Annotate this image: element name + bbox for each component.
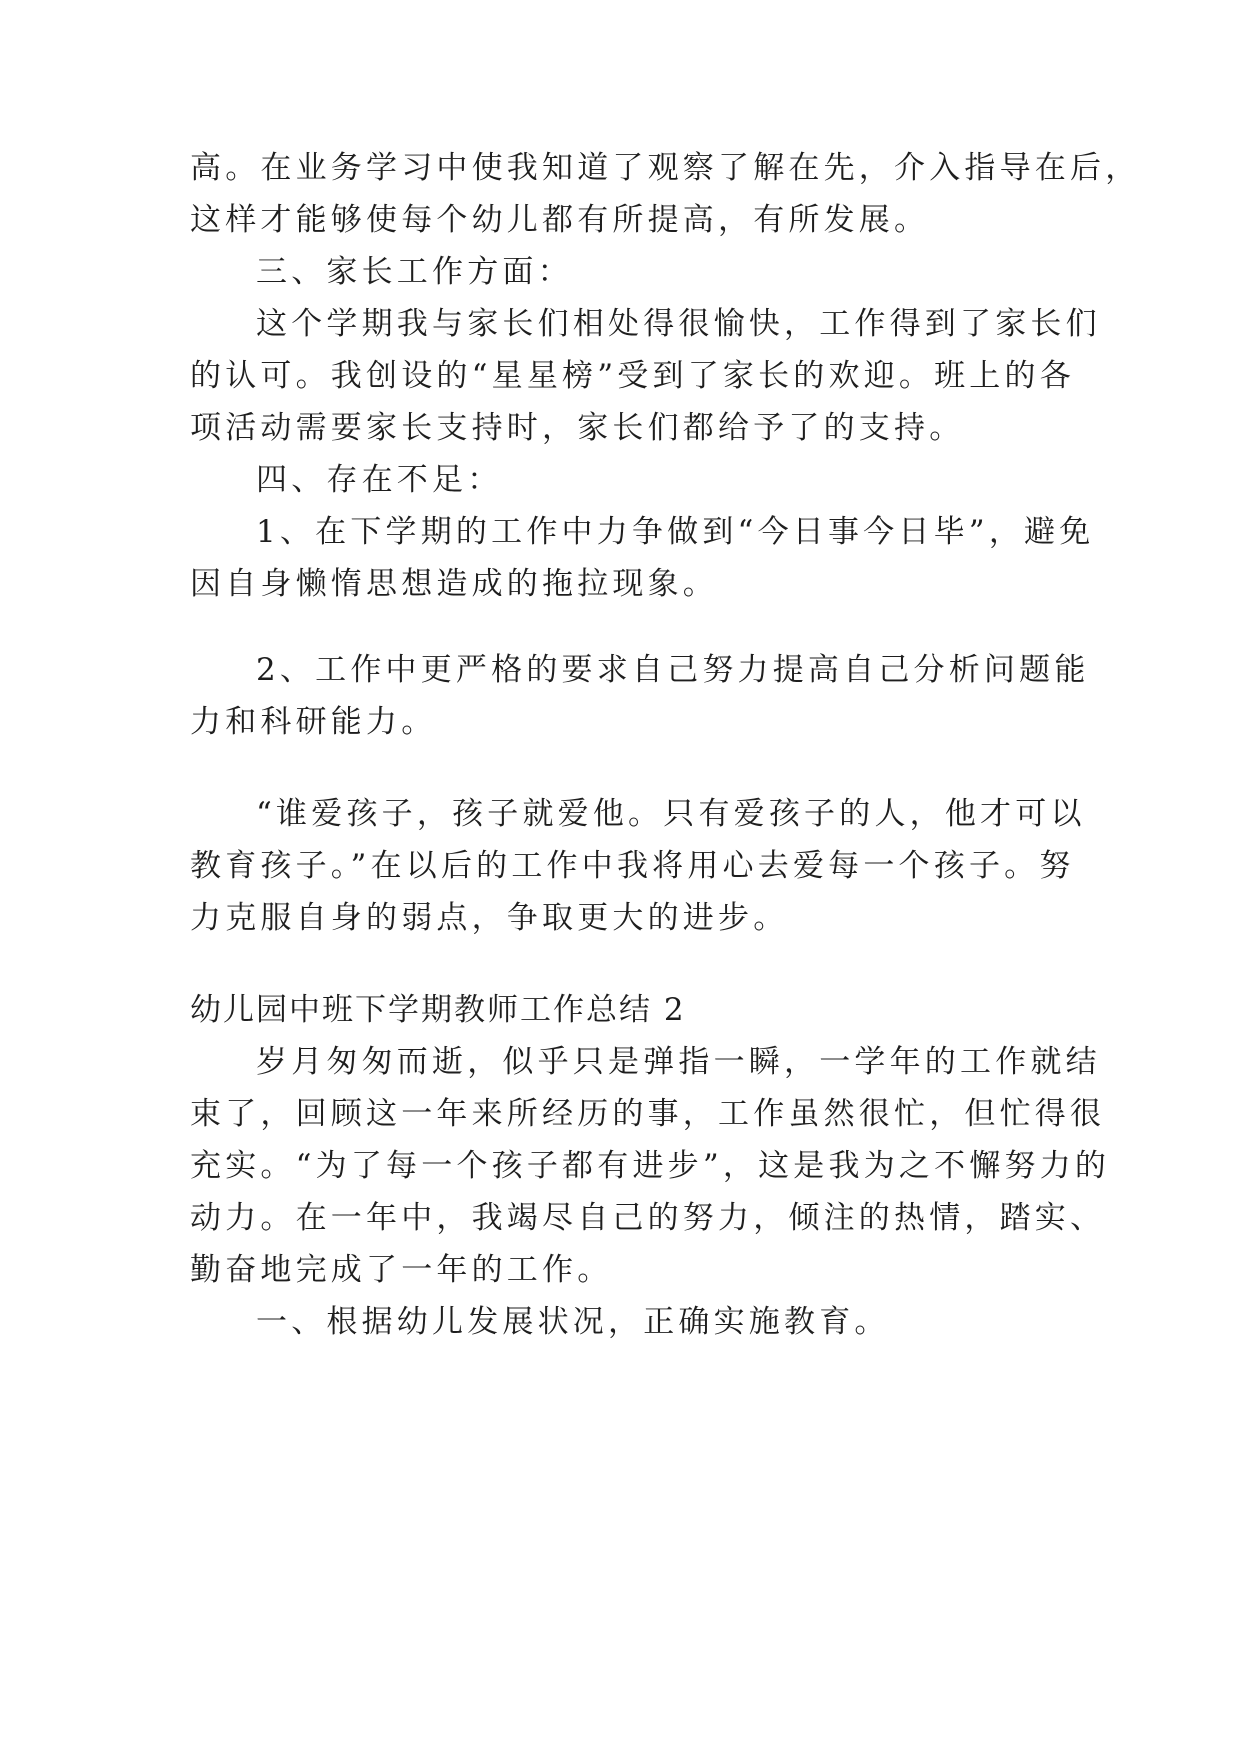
text-line: 岁月匆匆而逝，似乎只是弹指一瞬，一学年的工作就结 (256, 1044, 1101, 1080)
text-line: 因自身懒惰思想造成的拖拉现象。 (190, 566, 718, 602)
section-heading: 四、存在不足： (256, 462, 503, 498)
section-heading: 三、家长工作方面： (256, 254, 573, 290)
article-title: 幼儿园中班下学期教师工作总结 2 (190, 992, 686, 1028)
text-line: 束了，回顾这一年来所经历的事，工作虽然很忙，但忙得很 (190, 1096, 1106, 1132)
text-line: “谁爱孩子，孩子就爱他。只有爱孩子的人，他才可以 (256, 796, 1086, 832)
text-line: 高。在业务学习中使我知道了观察了解在先，介入指导在后， (190, 150, 1141, 186)
text-line: 力克服自身的弱点，争取更大的进步。 (190, 900, 789, 936)
text-line: 1、在下学期的工作中力争做到“今日事今日毕”，避免 (256, 514, 1095, 550)
text-line: 项活动需要家长支持时，家长们都给予了的支持。 (190, 410, 965, 446)
section-heading: 一、根据幼儿发展状况，正确实施教育。 (256, 1304, 890, 1340)
text-line: 这样才能够使每个幼儿都有所提高，有所发展。 (190, 202, 930, 238)
text-line: 勤奋地完成了一年的工作。 (190, 1252, 613, 1288)
text-line: 这个学期我与家长们相处得很愉快，工作得到了家长们 (256, 306, 1101, 342)
text-line: 动力。在一年中，我竭尽自己的努力，倾注的热情，踏实、 (190, 1200, 1106, 1236)
text-line: 的认可。我创设的“星星榜”受到了家长的欢迎。班上的各 (190, 358, 1075, 394)
text-line: 充实。“为了每一个孩子都有进步”，这是我为之不懈努力的 (190, 1148, 1111, 1184)
text-line: 力和科研能力。 (190, 704, 437, 740)
text-line: 2、工作中更严格的要求自己努力提高自己分析问题能 (256, 652, 1090, 688)
text-line: 教育孩子。”在以后的工作中我将用心去爱每一个孩子。努 (190, 848, 1075, 884)
